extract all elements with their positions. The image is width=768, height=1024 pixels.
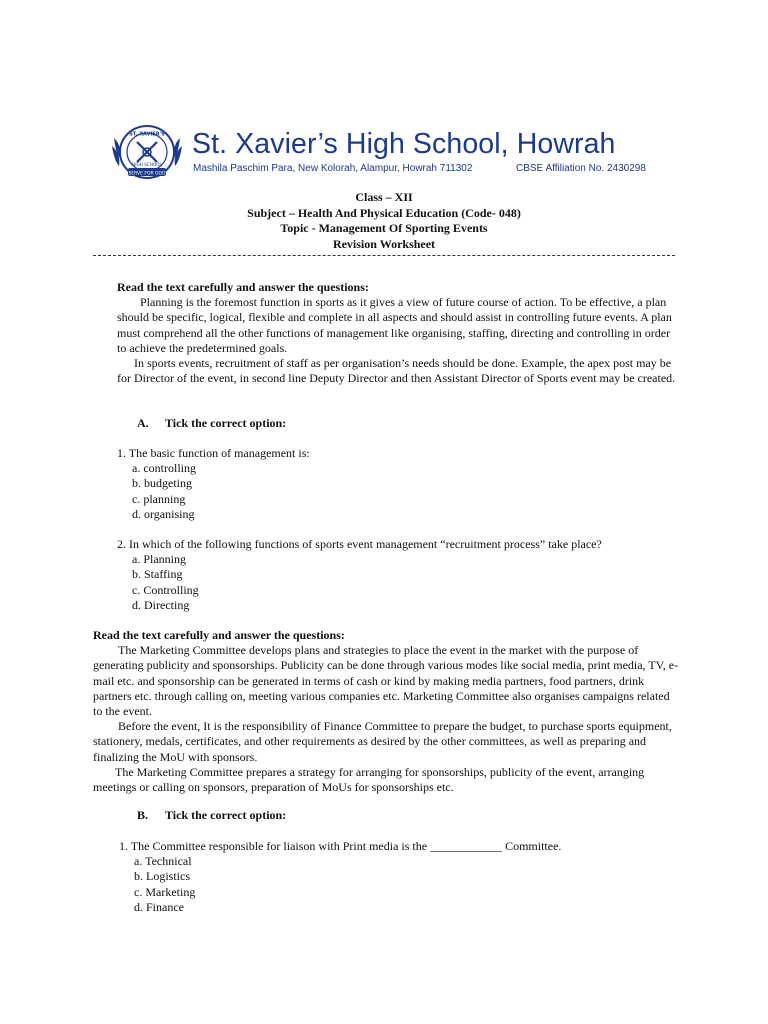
option-item[interactable]: a. Planning (132, 552, 186, 567)
section-2-part-title (137, 808, 286, 823)
passage-paragraph: In sports events, recruitment of staff as per organisation’s needs should be done. Example, the apex post may be for Director of the event, in second line Deputy Director and then Assistant Director of Sports event may be created. (117, 356, 676, 386)
option-item[interactable]: d. Directing (132, 597, 190, 612)
part-letter: B. (137, 808, 149, 822)
question-text: 1. The basic function of management is: (117, 446, 310, 460)
option-item[interactable]: b. budgeting (132, 476, 192, 491)
option-item[interactable]: b. Staffing (132, 567, 183, 582)
school-logo-icon (110, 124, 184, 180)
question (117, 446, 677, 522)
question (117, 537, 677, 613)
option-item[interactable]: c. Marketing (134, 884, 196, 899)
worksheet-titles (0, 190, 768, 252)
section-1-passage (117, 280, 679, 386)
svg-text:ST. XAVIER'S: ST. XAVIER'S (129, 131, 165, 138)
svg-text:HIGH SCHOOL: HIGH SCHOOL (132, 162, 162, 167)
school-affiliation: CBSE Affiliation No. 2430298 (516, 163, 646, 174)
question (119, 839, 679, 915)
passage-paragraph: Before the event, It is the responsibility of Finance Committee to prepare the budget, to purchase sports equipment, stationery, medals, certificates, and other requirements as desired by the other committees, as well as preparing and finalizing the MoU with sponsors. (93, 719, 672, 764)
part-title: Tick the correct option: (165, 416, 287, 430)
option-item[interactable]: d. Finance (134, 899, 184, 914)
option-item[interactable]: c. Controlling (132, 582, 199, 597)
passage-paragraph: The Marketing Committee develops plans and strategies to place the event in the market with the purpose of generating publicity and sponsorships. Publicity can be done through various modes like social media, print media, TV, e-mail etc. and sponsorship can be generated in terms of cash or kind by making media partners, food partners, drink partners etc. through calling on, meeting various companies etc. Marketing Committee also organises campaigns related to the event. (93, 643, 679, 719)
section-heading: Read the text carefully and answer the questions: (93, 628, 345, 642)
class-title: Class – XII (355, 190, 413, 204)
option-item[interactable]: b. Logistics (134, 869, 190, 884)
worksheet-title: Revision Worksheet (332, 236, 436, 251)
option-item[interactable]: a. Technical (134, 854, 192, 869)
school-name: St. Xavier’s High School, Howrah (192, 128, 616, 160)
question-text: 1. The Committee responsible for liaison with Print media is the ____________ Committee. (119, 839, 562, 853)
subject-title: Subject – Health And Physical Education (Code- 048) (247, 205, 521, 220)
passage-paragraph: Planning is the foremost function in sports as it gives a view of future course of action. To be effective, a plan should be specific, logical, flexible and complete in all aspects and should assist in controlling future events. A plan must comprehend all the other functions of management like organising, staffing, directing and controlling in order to achieve the predetermined goals. (117, 295, 672, 355)
passage-paragraph: The Marketing Committee prepares a strategy for arranging for sponsorships, publicity of the event, arranging meetings or calling on sponsors, preparation of MoUs for sponsorships etc. (93, 764, 645, 795)
school-header (110, 124, 690, 184)
question-text: 2. In which of the following functions of sports event management “recruitment process” take place? (117, 537, 602, 551)
school-address: Mashila Paschim Para, New Kolorah, Alampur, Howrah 711302 (193, 163, 473, 174)
svg-text:SERVE FOR GOD: SERVE FOR GOD (128, 171, 166, 177)
part-title: Tick the correct option: (165, 808, 287, 822)
part-letter: A. (137, 416, 149, 430)
section-heading: Read the text carefully and answer the questions: (117, 280, 369, 294)
option-item[interactable]: a. controlling (132, 461, 196, 476)
option-item[interactable]: c. planning (132, 491, 186, 506)
divider (93, 255, 675, 256)
section-1-part-title (137, 416, 286, 431)
topic-title: Topic - Management Of Sporting Events (280, 221, 488, 235)
section-2-passage (93, 628, 679, 795)
option-item[interactable]: d. organising (132, 506, 195, 521)
